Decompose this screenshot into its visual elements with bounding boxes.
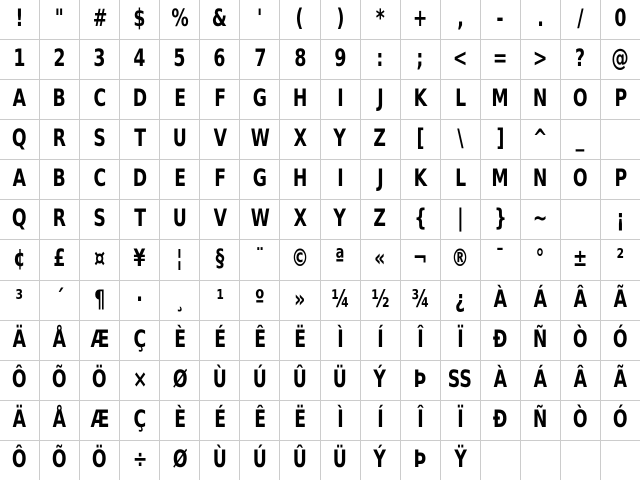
- glyph-cell: Ÿ: [441, 441, 480, 480]
- glyph-cell: W: [240, 120, 279, 159]
- glyph-cell: ¼: [321, 281, 360, 320]
- glyph-cell: Ô: [0, 361, 39, 400]
- glyph-cell: O: [561, 80, 600, 119]
- glyph-cell: Á: [521, 361, 560, 400]
- glyph-cell: Ü: [321, 441, 360, 480]
- glyph-cell: P: [601, 80, 640, 119]
- glyph-cell: B: [40, 80, 79, 119]
- glyph-cell: C: [80, 80, 119, 119]
- glyph-cell: S: [80, 200, 119, 239]
- glyph-cell: =: [481, 40, 520, 79]
- glyph-cell: ;: [401, 40, 440, 79]
- glyph-cell: ¾: [401, 281, 440, 320]
- glyph-cell: 4: [120, 40, 159, 79]
- glyph-cell: ): [321, 0, 360, 39]
- glyph-cell: Æ: [80, 321, 119, 360]
- glyph-cell: ¸: [160, 281, 199, 320]
- glyph-cell: Ë: [280, 321, 319, 360]
- glyph-cell: K: [401, 80, 440, 119]
- glyph-cell: 3: [80, 40, 119, 79]
- glyph-cell: É: [200, 401, 239, 440]
- glyph-cell: Ã: [601, 281, 640, 320]
- glyph-cell: Õ: [40, 361, 79, 400]
- glyph-cell: W: [240, 200, 279, 239]
- glyph-cell: |: [441, 200, 480, 239]
- glyph-cell: L: [441, 160, 480, 199]
- glyph-cell: À: [481, 361, 520, 400]
- glyph-cell: ": [40, 0, 79, 39]
- glyph-cell: D: [120, 160, 159, 199]
- glyph-cell: X: [280, 120, 319, 159]
- glyph-cell: Â: [561, 361, 600, 400]
- glyph-cell: Ä: [0, 321, 39, 360]
- glyph-cell: ¹: [200, 281, 239, 320]
- glyph-cell: ¬: [401, 240, 440, 279]
- glyph-cell: ¶: [80, 281, 119, 320]
- glyph-cell: N: [521, 80, 560, 119]
- glyph-cell: Å: [40, 321, 79, 360]
- glyph-cell: H: [280, 80, 319, 119]
- glyph-cell: Ó: [601, 401, 640, 440]
- glyph-cell: %: [160, 0, 199, 39]
- glyph-cell: Å: [40, 401, 79, 440]
- glyph-cell: $: [120, 0, 159, 39]
- glyph-cell: Ó: [601, 321, 640, 360]
- glyph-cell: ·: [120, 281, 159, 320]
- glyph-cell: G: [240, 160, 279, 199]
- glyph-cell: À: [481, 281, 520, 320]
- glyph-cell: Æ: [80, 401, 119, 440]
- glyph-cell: U: [160, 200, 199, 239]
- glyph-cell: 0: [601, 0, 640, 39]
- glyph-cell: \: [441, 120, 480, 159]
- glyph-cell: V: [200, 120, 239, 159]
- glyph-cell: Z: [361, 200, 400, 239]
- glyph-cell: J: [361, 160, 400, 199]
- glyph-cell: H: [280, 160, 319, 199]
- glyph-cell: Î: [401, 401, 440, 440]
- glyph-cell: È: [160, 321, 199, 360]
- glyph-cell: Ç: [120, 321, 159, 360]
- glyph-cell: Í: [361, 401, 400, 440]
- glyph-cell: Q: [0, 120, 39, 159]
- glyph-cell: Î: [401, 321, 440, 360]
- glyph-cell: Ô: [0, 441, 39, 480]
- glyph-cell: 5: [160, 40, 199, 79]
- glyph-cell: ¥: [120, 240, 159, 279]
- glyph-cell: R: [40, 200, 79, 239]
- glyph-cell: Ê: [240, 321, 279, 360]
- glyph-cell: U: [160, 120, 199, 159]
- glyph-cell: (: [280, 0, 319, 39]
- glyph-cell: G: [240, 80, 279, 119]
- glyph-cell: Ý: [361, 441, 400, 480]
- glyph-cell: ¤: [80, 240, 119, 279]
- glyph-cell: !: [0, 0, 39, 39]
- glyph-cell: &: [200, 0, 239, 39]
- glyph-cell: J: [361, 80, 400, 119]
- glyph-cell: Ò: [561, 321, 600, 360]
- glyph-cell: D: [120, 80, 159, 119]
- glyph-cell: «: [361, 240, 400, 279]
- glyph-cell: ²: [601, 240, 640, 279]
- glyph-cell: »: [280, 281, 319, 320]
- glyph-cell: N: [521, 160, 560, 199]
- glyph-cell: Ñ: [521, 321, 560, 360]
- glyph-cell: Ò: [561, 401, 600, 440]
- glyph-cell: P: [601, 160, 640, 199]
- glyph-cell: K: [401, 160, 440, 199]
- glyph-cell: Ö: [80, 361, 119, 400]
- glyph-cell: Û: [280, 441, 319, 480]
- glyph-cell: R: [40, 120, 79, 159]
- glyph-cell: ±: [561, 240, 600, 279]
- glyph-cell: E: [160, 160, 199, 199]
- glyph-cell: M: [481, 80, 520, 119]
- glyph-cell: F: [200, 80, 239, 119]
- glyph-cell: _: [561, 120, 600, 159]
- glyph-cell: Ü: [321, 361, 360, 400]
- glyph-cell: -: [481, 0, 520, 39]
- glyph-cell: 7: [240, 40, 279, 79]
- glyph-cell: Ø: [160, 441, 199, 480]
- glyph-cell: 2: [40, 40, 79, 79]
- glyph-cell: Ù: [200, 441, 239, 480]
- glyph-cell: ©: [280, 240, 319, 279]
- glyph-cell: Ç: [120, 401, 159, 440]
- glyph-cell: Ã: [601, 361, 640, 400]
- glyph-cell: <: [441, 40, 480, 79]
- glyph-cell: S: [80, 120, 119, 159]
- glyph-cell: Ì: [321, 401, 360, 440]
- glyph-cell: T: [120, 200, 159, 239]
- glyph-cell: É: [200, 321, 239, 360]
- glyph-cell: º: [240, 281, 279, 320]
- glyph-cell: Í: [361, 321, 400, 360]
- glyph-cell: ¨: [240, 240, 279, 279]
- glyph-cell: Y: [321, 200, 360, 239]
- glyph-cell: Ï: [441, 321, 480, 360]
- glyph-cell: ¯: [481, 240, 520, 279]
- glyph-cell: }: [481, 200, 520, 239]
- glyph-cell: ¢: [0, 240, 39, 279]
- glyph-cell: O: [561, 160, 600, 199]
- glyph-cell: A: [0, 80, 39, 119]
- glyph-cell: 9: [321, 40, 360, 79]
- glyph-cell: :: [361, 40, 400, 79]
- glyph-cell: Ú: [240, 441, 279, 480]
- glyph-cell: Y: [321, 120, 360, 159]
- empty-glyph-cell: [561, 441, 600, 480]
- glyph-cell: M: [481, 160, 520, 199]
- glyph-cell: I: [321, 80, 360, 119]
- glyph-cell: A: [0, 160, 39, 199]
- glyph-cell: Û: [280, 361, 319, 400]
- glyph-cell: /: [561, 0, 600, 39]
- glyph-cell: @: [601, 40, 640, 79]
- glyph-cell: ×: [120, 361, 159, 400]
- glyph-cell: Á: [521, 281, 560, 320]
- glyph-cell: ]: [481, 120, 520, 159]
- glyph-cell: ,: [441, 0, 480, 39]
- empty-glyph-cell: [601, 120, 640, 159]
- glyph-cell: È: [160, 401, 199, 440]
- glyph-cell: Ð: [481, 321, 520, 360]
- glyph-cell: Â: [561, 281, 600, 320]
- glyph-cell: Ê: [240, 401, 279, 440]
- glyph-cell: Ñ: [521, 401, 560, 440]
- glyph-cell: ª: [321, 240, 360, 279]
- glyph-cell: ®: [441, 240, 480, 279]
- glyph-cell: Ä: [0, 401, 39, 440]
- glyph-cell: ¿: [441, 281, 480, 320]
- empty-glyph-cell: [481, 441, 520, 480]
- glyph-cell: °: [521, 240, 560, 279]
- glyph-cell: ¦: [160, 240, 199, 279]
- glyph-cell: {: [401, 200, 440, 239]
- glyph-cell: Ì: [321, 321, 360, 360]
- glyph-cell: Q: [0, 200, 39, 239]
- glyph-cell: ?: [561, 40, 600, 79]
- glyph-cell: ´: [40, 281, 79, 320]
- glyph-cell: £: [40, 240, 79, 279]
- glyph-cell: §: [200, 240, 239, 279]
- glyph-cell: Þ: [401, 441, 440, 480]
- glyph-cell: ^: [521, 120, 560, 159]
- glyph-cell: V: [200, 200, 239, 239]
- empty-glyph-cell: [601, 441, 640, 480]
- glyph-cell: Õ: [40, 441, 79, 480]
- glyph-cell: Ù: [200, 361, 239, 400]
- glyph-cell: Ð: [481, 401, 520, 440]
- glyph-cell: >: [521, 40, 560, 79]
- glyph-cell: Ý: [361, 361, 400, 400]
- glyph-cell: SS: [441, 361, 480, 400]
- glyph-cell: E: [160, 80, 199, 119]
- glyph-cell: T: [120, 120, 159, 159]
- glyph-cell: I: [321, 160, 360, 199]
- glyph-cell: Ø: [160, 361, 199, 400]
- glyph-cell: #: [80, 0, 119, 39]
- glyph-cell: Ö: [80, 441, 119, 480]
- glyph-cell: ¡: [601, 200, 640, 239]
- glyph-cell: 8: [280, 40, 319, 79]
- glyph-cell: 1: [0, 40, 39, 79]
- glyph-cell: F: [200, 160, 239, 199]
- glyph-cell: Ú: [240, 361, 279, 400]
- glyph-cell: X: [280, 200, 319, 239]
- glyph-cell: ½: [361, 281, 400, 320]
- glyph-cell: Ï: [441, 401, 480, 440]
- empty-glyph-cell: [561, 200, 600, 239]
- glyph-cell: ~: [521, 200, 560, 239]
- glyph-cell: ': [240, 0, 279, 39]
- glyph-cell: Þ: [401, 361, 440, 400]
- glyph-cell: Ë: [280, 401, 319, 440]
- glyph-cell: ³: [0, 281, 39, 320]
- glyph-cell: B: [40, 160, 79, 199]
- empty-glyph-cell: [521, 441, 560, 480]
- glyph-cell: C: [80, 160, 119, 199]
- glyph-cell: ÷: [120, 441, 159, 480]
- glyph-cell: .: [521, 0, 560, 39]
- glyph-cell: L: [441, 80, 480, 119]
- glyph-cell: *: [361, 0, 400, 39]
- glyph-cell: +: [401, 0, 440, 39]
- glyph-cell: Z: [361, 120, 400, 159]
- glyph-cell: 6: [200, 40, 239, 79]
- glyph-cell: [: [401, 120, 440, 159]
